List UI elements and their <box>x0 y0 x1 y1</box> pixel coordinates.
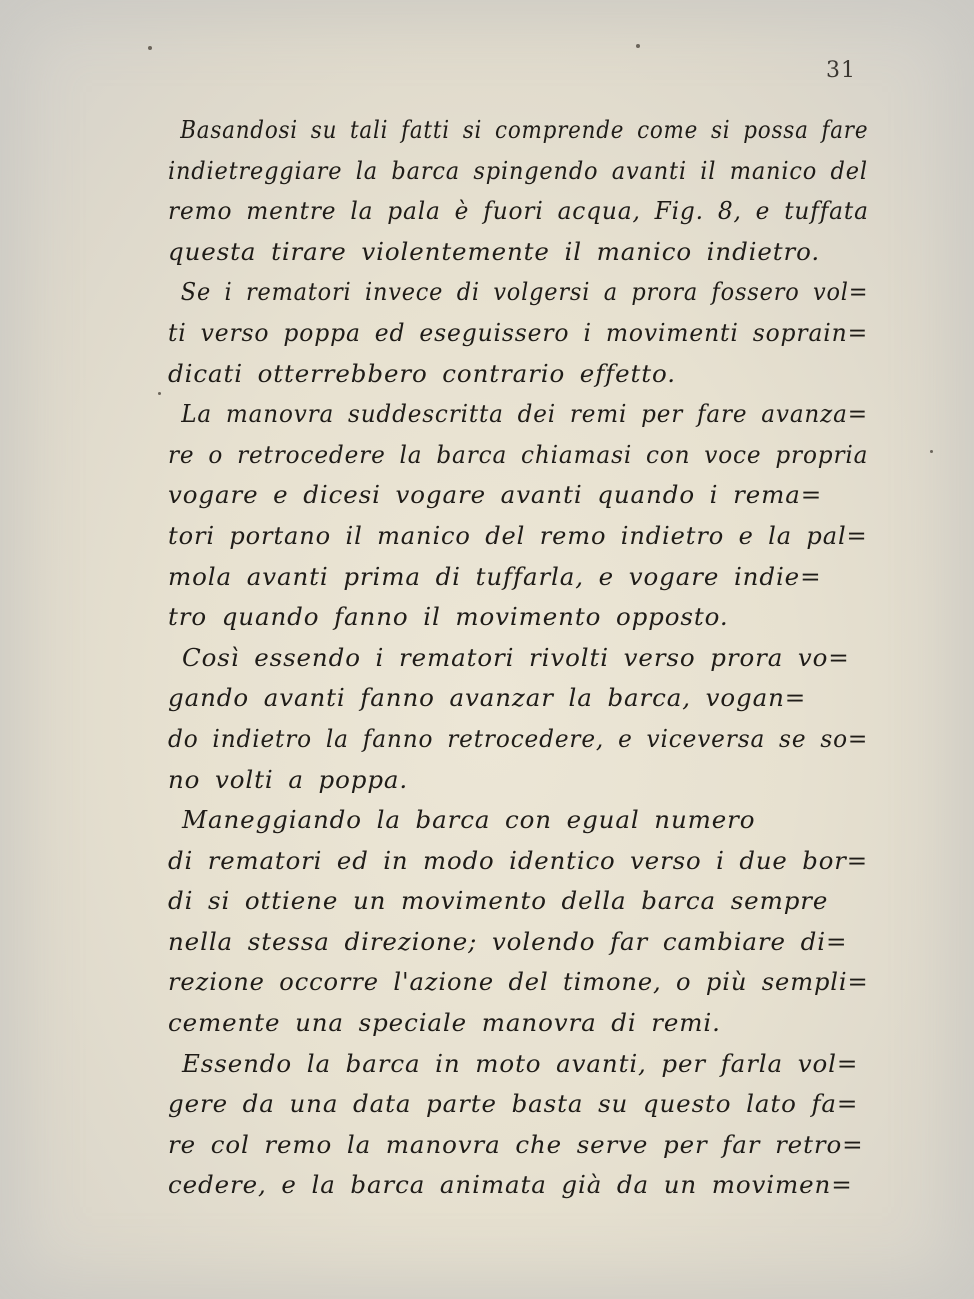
ink-speck <box>158 392 161 395</box>
text-line: tori portano il manico del remo indietro e la pal= <box>168 520 868 550</box>
text-line: Così essendo i rematori rivolti verso prora vo= <box>182 642 850 672</box>
text-line: do indietro la fanno retrocedere, e viceversa se so= <box>168 723 869 753</box>
ink-speck <box>636 44 640 48</box>
text-line: Maneggiando la barca con egual numero <box>182 805 756 835</box>
text-line: questa tirare violentemente il manico indietro. <box>168 236 821 266</box>
text-line: di rematori ed in modo identico verso i due bor= <box>168 845 869 875</box>
text-line: nella stessa direzione; volendo far cambiare di= <box>168 926 848 956</box>
text-line: Se i rematori invece di volgersi a prora fossero vol= <box>180 277 869 307</box>
text-line: cemente una speciale manovra di remi. <box>168 1008 721 1038</box>
text-line: indietreggiare la barca spingendo avanti il manico del <box>168 155 868 185</box>
text-line: re o retrocedere la barca chiamasi con voce propria <box>168 439 869 469</box>
ink-speck <box>148 46 152 50</box>
text-line: vogare e dicesi vogare avanti quando i rema= <box>168 480 823 510</box>
text-line: dicati otterrebbero contrario effetto. <box>168 358 676 388</box>
text-line: mola avanti prima di tuffarla, e vogare indie= <box>168 561 822 591</box>
text-line: ti verso poppa ed eseguissero i movimenti soprain= <box>168 317 869 347</box>
text-line: gere da una data parte basta su questo lato fa= <box>168 1089 859 1119</box>
manuscript-text <box>168 110 868 1206</box>
text-line: no volti a poppa. <box>168 764 409 794</box>
text-line: Essendo la barca in moto avanti, per farla vol= <box>182 1048 859 1078</box>
text-line: La manovra suddescritta dei remi per fare avanza= <box>181 399 869 429</box>
text-line: tro quando fanno il movimento opposto. <box>168 602 729 632</box>
text-line: cedere, e la barca animata già da un movimen= <box>168 1170 853 1200</box>
text-line: Basandosi su tali fatti si comprende come si possa fare <box>180 115 869 144</box>
text-line: gando avanti fanno avanzar la barca, vogan= <box>168 683 807 713</box>
text-line: rezione occorre l'azione del timone, o più sempli= <box>168 967 869 997</box>
text-line: remo mentre la pala è fuori acqua, Fig. 8, e tuffata <box>168 196 869 226</box>
text-line: re col remo la manovra che serve per far retro= <box>168 1129 864 1159</box>
page-number: 31 <box>826 58 856 83</box>
text-line: di si ottiene un movimento della barca sempre <box>168 886 829 916</box>
ink-speck <box>930 450 933 453</box>
